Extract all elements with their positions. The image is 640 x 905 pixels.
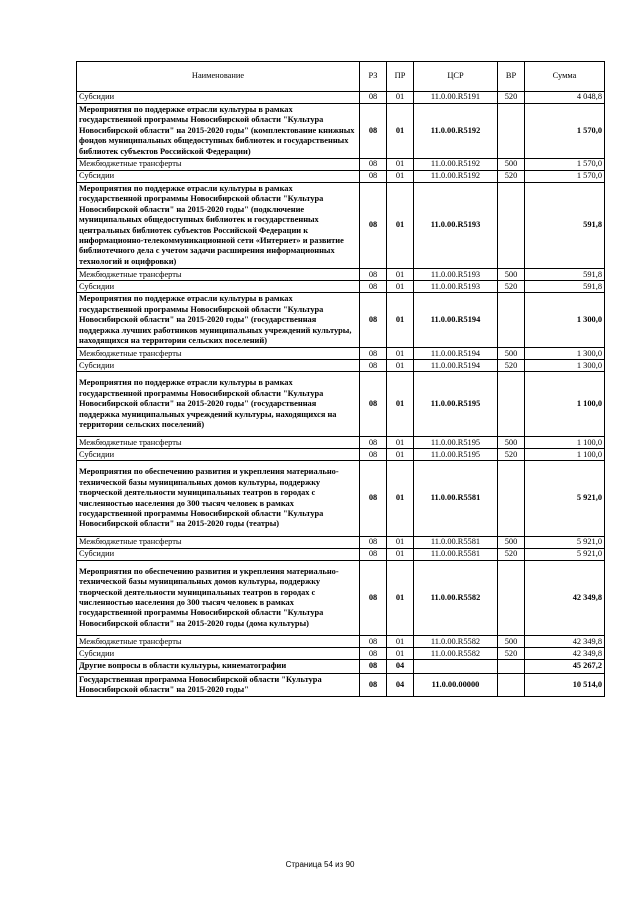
cell-sum: 1 100,0 [525, 449, 605, 461]
cell-rz: 08 [360, 360, 387, 372]
cell-sum: 42 349,8 [525, 560, 605, 635]
table-row [77, 648, 605, 660]
cell-rz: 08 [360, 171, 387, 183]
table-row [77, 536, 605, 548]
table-row [77, 636, 605, 648]
cell-csr: 11.0.00.R5193 [414, 269, 498, 281]
cell-vr: 500 [498, 348, 525, 360]
header-sum: Сумма [525, 62, 605, 92]
cell-pr: 01 [387, 360, 414, 372]
cell-rz: 08 [360, 372, 387, 437]
table-row [77, 461, 605, 536]
table-row [77, 449, 605, 461]
header-name: Наименование [77, 62, 360, 92]
cell-name: Мероприятия по поддержке отрасли культуры в рамках государственной программы Новосибирской области "Культура Новосибирской области" на 2015-2020 годы" (комплектование книжных фондов муниципальных общедоступных библиотек и государственных библиотек субъектов Российской Федерации) [77, 104, 360, 159]
cell-vr: 520 [498, 281, 525, 293]
cell-rz: 08 [360, 449, 387, 461]
cell-pr: 01 [387, 560, 414, 635]
cell-pr: 01 [387, 372, 414, 437]
cell-sum: 1 570,0 [525, 104, 605, 159]
cell-csr: 11.0.00.R5582 [414, 636, 498, 648]
cell-sum: 10 514,0 [525, 673, 605, 697]
cell-rz: 08 [360, 269, 387, 281]
budget-table-page [76, 61, 604, 697]
cell-name: Межбюджетные трансферты [77, 348, 360, 360]
cell-name: Субсидии [77, 92, 360, 104]
cell-rz: 08 [360, 92, 387, 104]
cell-pr: 04 [387, 673, 414, 697]
cell-sum: 42 349,8 [525, 636, 605, 648]
cell-name: Мероприятия по поддержке отрасли культуры в рамках государственной программы Новосибирской области "Культура Новосибирской области" на 2015-2020 годы" (подключение муниципальных общедоступных библиотек и государственных центральных библиотек субъектов Российской Федерации к информационно-телекоммуникационной сети «Интернет» и развитие библиотечного дела с учетом задачи расширения информационных технологий и оцифровки) [77, 183, 360, 269]
cell-pr: 01 [387, 159, 414, 171]
cell-vr [498, 372, 525, 437]
cell-rz: 08 [360, 536, 387, 548]
cell-name: Субсидии [77, 449, 360, 461]
cell-csr [414, 660, 498, 673]
cell-csr: 11.0.00.R5194 [414, 293, 498, 348]
table-row [77, 660, 605, 673]
table-row [77, 159, 605, 171]
cell-vr [498, 660, 525, 673]
cell-vr: 520 [498, 360, 525, 372]
cell-sum: 1 100,0 [525, 372, 605, 437]
table-row [77, 92, 605, 104]
cell-vr: 520 [498, 171, 525, 183]
cell-rz: 08 [360, 461, 387, 536]
cell-vr [498, 673, 525, 697]
cell-vr: 520 [498, 548, 525, 560]
cell-csr: 11.0.00.R5194 [414, 348, 498, 360]
cell-pr: 04 [387, 660, 414, 673]
cell-vr: 500 [498, 636, 525, 648]
cell-rz: 08 [360, 159, 387, 171]
cell-pr: 01 [387, 636, 414, 648]
cell-pr: 01 [387, 461, 414, 536]
header-rz: РЗ [360, 62, 387, 92]
table-row [77, 293, 605, 348]
cell-name: Межбюджетные трансферты [77, 536, 360, 548]
cell-csr: 11.0.00.R5194 [414, 360, 498, 372]
cell-vr: 500 [498, 437, 525, 449]
cell-vr: 500 [498, 536, 525, 548]
cell-sum: 5 921,0 [525, 536, 605, 548]
cell-name: Межбюджетные трансферты [77, 437, 360, 449]
cell-csr: 11.0.00.R5193 [414, 281, 498, 293]
cell-name: Мероприятия по обеспечению развития и укрепления материально-технической базы муниципальных домов культуры, поддержку творческой деятельности муниципальных театров в городах с численностью населения до 300 тысяч человек в рамках государственной программы Новосибирской области "Культура Новосибирской области" на 2015-2020 годы (театры) [77, 461, 360, 536]
cell-rz: 08 [360, 348, 387, 360]
cell-name: Межбюджетные трансферты [77, 159, 360, 171]
cell-rz: 08 [360, 281, 387, 293]
cell-vr: 520 [498, 449, 525, 461]
cell-csr: 11.0.00.R5581 [414, 461, 498, 536]
cell-name: Субсидии [77, 548, 360, 560]
cell-rz: 08 [360, 437, 387, 449]
table-row [77, 183, 605, 269]
cell-rz: 08 [360, 560, 387, 635]
cell-pr: 01 [387, 437, 414, 449]
cell-vr [498, 183, 525, 269]
cell-sum: 591,8 [525, 281, 605, 293]
table-row [77, 104, 605, 159]
cell-pr: 01 [387, 92, 414, 104]
cell-name: Субсидии [77, 360, 360, 372]
cell-pr: 01 [387, 281, 414, 293]
cell-name: Субсидии [77, 648, 360, 660]
cell-pr: 01 [387, 171, 414, 183]
cell-csr: 11.0.00.R5582 [414, 560, 498, 635]
cell-csr: 11.0.00.00000 [414, 673, 498, 697]
table-row [77, 548, 605, 560]
cell-rz: 08 [360, 183, 387, 269]
cell-sum: 1 300,0 [525, 360, 605, 372]
cell-pr: 01 [387, 348, 414, 360]
cell-vr: 520 [498, 92, 525, 104]
cell-sum: 1 300,0 [525, 293, 605, 348]
cell-name: Межбюджетные трансферты [77, 636, 360, 648]
cell-pr: 01 [387, 548, 414, 560]
cell-rz: 08 [360, 660, 387, 673]
cell-vr [498, 293, 525, 348]
header-pr: ПР [387, 62, 414, 92]
table-row [77, 281, 605, 293]
cell-rz: 08 [360, 636, 387, 648]
table-row [77, 348, 605, 360]
table-row [77, 437, 605, 449]
cell-sum: 591,8 [525, 269, 605, 281]
header-vr: ВР [498, 62, 525, 92]
cell-vr [498, 104, 525, 159]
cell-sum: 1 570,0 [525, 159, 605, 171]
cell-csr: 11.0.00.R5581 [414, 548, 498, 560]
table-row [77, 360, 605, 372]
cell-name: Межбюджетные трансферты [77, 269, 360, 281]
cell-pr: 01 [387, 183, 414, 269]
cell-name: Субсидии [77, 281, 360, 293]
cell-csr: 11.0.00.R5195 [414, 449, 498, 461]
cell-csr: 11.0.00.R5192 [414, 159, 498, 171]
table-row [77, 269, 605, 281]
cell-rz: 08 [360, 648, 387, 660]
cell-csr: 11.0.00.R5192 [414, 104, 498, 159]
cell-csr: 11.0.00.R5193 [414, 183, 498, 269]
cell-pr: 01 [387, 648, 414, 660]
cell-rz: 08 [360, 548, 387, 560]
cell-vr: 500 [498, 269, 525, 281]
cell-name: Государственная программа Новосибирской области "Культура Новосибирской области" на 2015-2020 годы" [77, 673, 360, 697]
cell-sum: 42 349,8 [525, 648, 605, 660]
cell-pr: 01 [387, 536, 414, 548]
cell-sum: 4 048,8 [525, 92, 605, 104]
cell-rz: 08 [360, 293, 387, 348]
cell-csr: 11.0.00.R5581 [414, 536, 498, 548]
table-row [77, 372, 605, 437]
table-header-row [77, 62, 605, 92]
cell-pr: 01 [387, 449, 414, 461]
table-body [77, 92, 605, 697]
cell-name: Мероприятия по поддержке отрасли культуры в рамках государственной программы Новосибирской области "Культура Новосибирской области" на 2015-2020 годы" (государственная поддержка лучших работников муниципальных учреждений культуры, находящихся на территории сельских поселений) [77, 293, 360, 348]
cell-csr: 11.0.00.R5192 [414, 171, 498, 183]
cell-vr: 520 [498, 648, 525, 660]
cell-name: Мероприятия по обеспечению развития и укрепления материально-технической базы муниципальных домов культуры, поддержку творческой деятельности муниципальных театров в городах с численностью населения до 300 тысяч человек в рамках государственной программы Новосибирской области "Культура Новосибирской области" на 2015-2020 годы (дома культуры) [77, 560, 360, 635]
budget-table [76, 61, 605, 697]
cell-vr [498, 461, 525, 536]
cell-sum: 1 570,0 [525, 171, 605, 183]
cell-csr: 11.0.00.R5191 [414, 92, 498, 104]
table-row [77, 673, 605, 697]
cell-sum: 591,8 [525, 183, 605, 269]
table-row [77, 171, 605, 183]
cell-sum: 5 921,0 [525, 461, 605, 536]
cell-name: Мероприятия по поддержке отрасли культуры в рамках государственной программы Новосибирской области "Культура Новосибирской области" на 2015-2020 годы" (государственная поддержка муниципальных учреждений культуры, находящихся на территории сельских поселений) [77, 372, 360, 437]
cell-sum: 5 921,0 [525, 548, 605, 560]
cell-csr: 11.0.00.R5582 [414, 648, 498, 660]
cell-pr: 01 [387, 104, 414, 159]
cell-vr: 500 [498, 159, 525, 171]
cell-rz: 08 [360, 673, 387, 697]
cell-name: Субсидии [77, 171, 360, 183]
cell-csr: 11.0.00.R5195 [414, 372, 498, 437]
cell-sum: 1 100,0 [525, 437, 605, 449]
header-csr: ЦСР [414, 62, 498, 92]
cell-csr: 11.0.00.R5195 [414, 437, 498, 449]
page-number: Страница 54 из 90 [285, 860, 355, 869]
cell-pr: 01 [387, 293, 414, 348]
cell-pr: 01 [387, 269, 414, 281]
cell-rz: 08 [360, 104, 387, 159]
cell-sum: 1 300,0 [525, 348, 605, 360]
cell-sum: 45 267,2 [525, 660, 605, 673]
table-row [77, 560, 605, 635]
cell-vr [498, 560, 525, 635]
cell-name: Другие вопросы в области культуры, кинематографии [77, 660, 360, 673]
